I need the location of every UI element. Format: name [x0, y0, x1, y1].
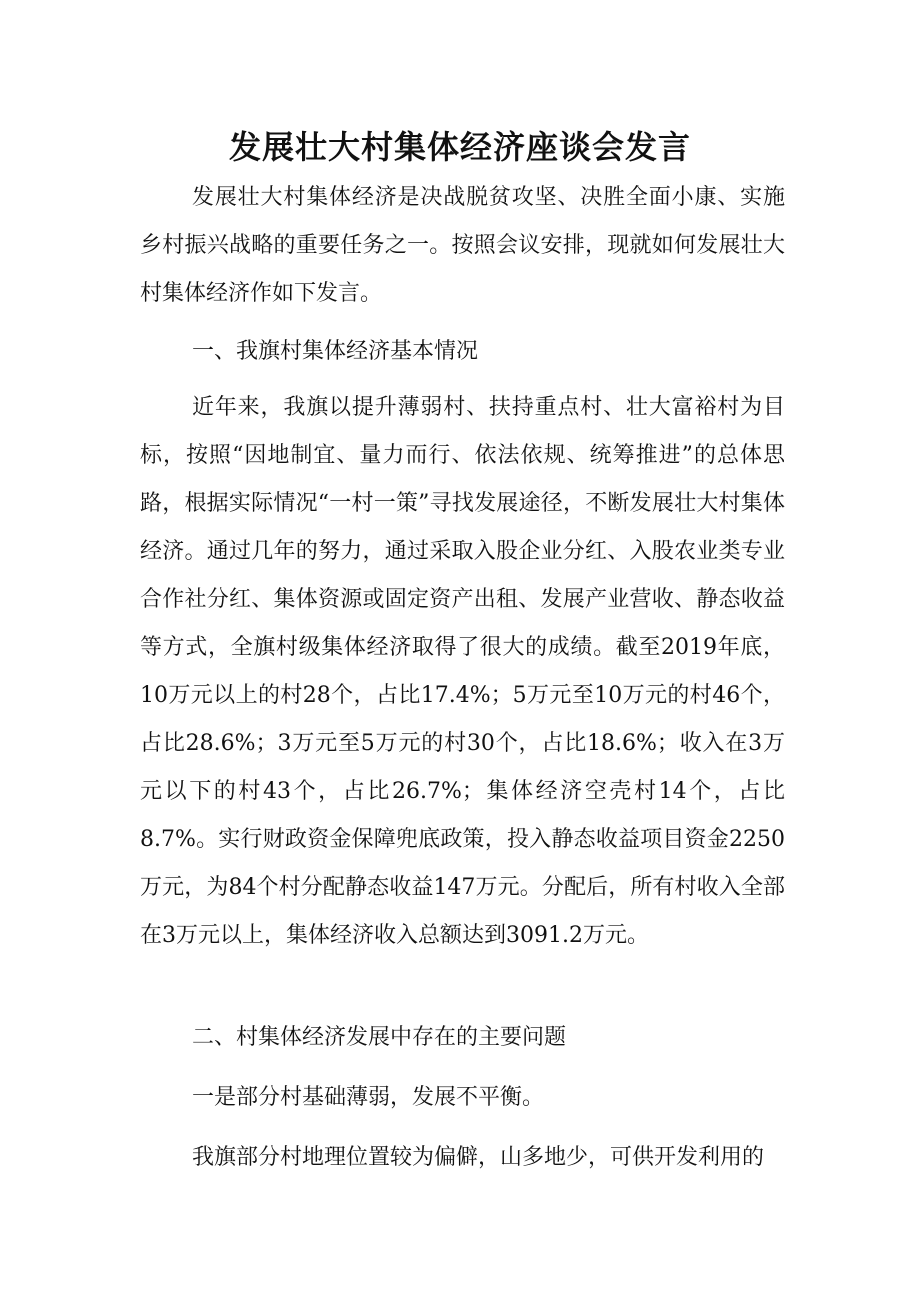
- intro-paragraph: 发展壮大村集体经济是决战脱贫攻坚、决胜全面小康、实施乡村振兴战略的重要任务之一。按照会议安排，现就如何发展壮大村集体经济作如下发言。: [140, 185, 785, 306]
- section-one-paragraph: 近年来，我旗以提升薄弱村、扶持重点村、壮大富裕村为目标，按照“因地制宜、量力而行、依法依规、统筹推进”的总体思路，根据实际情况“一村一策”寻找发展途径，不断发展壮大村集体经济。通过几年的努力，通过采取入股企业分红、入股农业类专业合作社分红、集体资源或固定资产出租、发展产业营收、静态收益等方式，全旗村级集体经济取得了很大的成绩。截至2019年底，10万元以上的村28个，占比17.4%；5万元至10万元的村46个，占比28.6%；3万元至5万元的村30个，占比18.6%；收入在3万元以下的村43个，占比26.7%；集体经济空壳村14个，占比8.7%。实行财政资金保障兜底政策，投入静态收益项目资金2250万元，为84个村分配静态收益147万元。分配后，所有村收入全部在3万元以上，集体经济收入总额达到3091.2万元。: [140, 395, 785, 948]
- document-title: 发展壮大村集体经济座谈会发言: [228, 128, 691, 166]
- section-two-heading: 二、村集体经济发展中存在的主要问题: [192, 1025, 567, 1050]
- section-two-paragraph: 我旗部分村地理位置较为偏僻，山多地少，可供开发利用的: [192, 1145, 765, 1170]
- subheading-one: 一是部分村基础薄弱，发展不平衡。: [192, 1085, 545, 1110]
- section-one-heading: 一、我旗村集体经济基本情况: [192, 339, 479, 364]
